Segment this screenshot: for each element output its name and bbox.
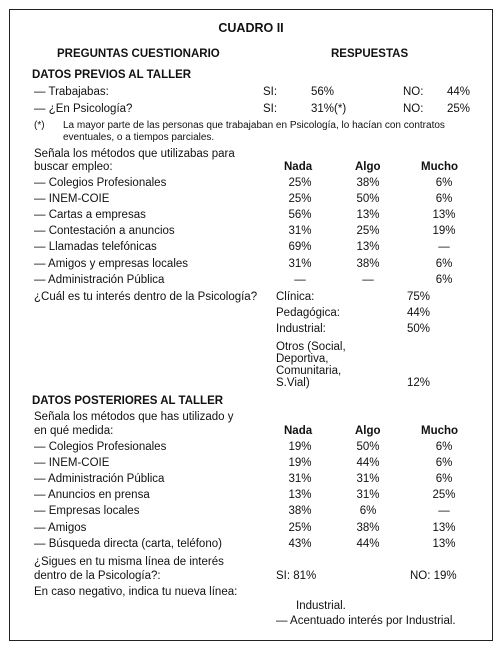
answer-si-value: 56% xyxy=(311,86,335,98)
method-algo: 50% xyxy=(356,441,380,453)
column-header-mucho: Mucho xyxy=(421,161,459,173)
header-questions: PREGUNTAS CUESTIONARIO xyxy=(57,48,220,60)
footnote-line-2: eventuales, o a tiempos parciales. xyxy=(63,132,215,143)
interest-question: ¿Cuál es tu interés dentro de la Psicología? xyxy=(34,291,258,303)
method-algo: 38% xyxy=(356,177,380,189)
method-mucho: — xyxy=(438,241,450,253)
interest-otros-value: 12% xyxy=(407,377,431,389)
method-nada: 25% xyxy=(288,177,312,189)
interest-otros-line-4: S.Vial) xyxy=(276,377,310,389)
method-nada: 19% xyxy=(288,457,312,469)
method-mucho: 6% xyxy=(435,274,453,286)
method-label: — Anuncios en prensa xyxy=(34,489,150,501)
footnote-line-1: La mayor parte de las personas que trabajaban en Psicología, lo hacían con contratos xyxy=(63,120,445,131)
negative-question: En caso negativo, indica tu nueva línea: xyxy=(34,586,238,598)
method-nada: 69% xyxy=(288,241,312,253)
methods-question-line-1: Señala los métodos que utilizabas para xyxy=(34,148,235,160)
answer-no-label: NO: xyxy=(403,86,424,98)
method-label: — Colegios Profesionales xyxy=(34,441,167,453)
interest-otros-line-2: Deportiva, xyxy=(276,353,329,365)
method-label: — Amigos xyxy=(34,522,87,534)
method-nada: 25% xyxy=(288,522,312,534)
same-line-question-2: dentro de la Psicología?: xyxy=(34,570,161,582)
section-heading-posteriores: DATOS POSTERIORES AL TALLER xyxy=(32,395,224,407)
method-mucho: 25% xyxy=(432,489,456,501)
method-nada: 31% xyxy=(288,258,312,270)
column-header-nada: Nada xyxy=(284,425,313,437)
method-nada: 19% xyxy=(288,441,312,453)
method-label: — Llamadas telefónicas xyxy=(34,241,157,253)
column-header-nada: Nada xyxy=(284,161,313,173)
column-header-algo: Algo xyxy=(355,161,381,173)
method-nada: 13% xyxy=(288,489,312,501)
method-mucho: 13% xyxy=(432,522,456,534)
method-algo: 13% xyxy=(356,209,380,221)
answer-no-label: NO: xyxy=(403,103,424,115)
method-algo: 6% xyxy=(359,505,377,517)
method-mucho: 6% xyxy=(435,193,453,205)
methods-question-line-2: buscar empleo: xyxy=(34,161,113,173)
method-algo: 44% xyxy=(356,538,380,550)
method-nada: 31% xyxy=(288,225,312,237)
interest-otros-line-1: Otros (Social, xyxy=(276,341,346,353)
method-nada: 43% xyxy=(288,538,312,550)
interest-clinica-value: 75% xyxy=(407,291,431,303)
method-mucho: 19% xyxy=(432,225,456,237)
method-label: — INEM-COIE xyxy=(34,193,110,205)
method-nada: 31% xyxy=(288,473,312,485)
table-title: CUADRO II xyxy=(218,21,284,35)
question-en-psicologia: — ¿En Psicología? xyxy=(34,103,133,115)
column-header-mucho: Mucho xyxy=(421,425,459,437)
method-mucho: 6% xyxy=(435,258,453,270)
answer-si-label: SI: xyxy=(263,103,278,115)
method-nada: 25% xyxy=(288,193,312,205)
method-mucho: 6% xyxy=(435,441,453,453)
method-label: — Amigos y empresas locales xyxy=(34,258,189,270)
answer-si-value: 31%(*) xyxy=(311,103,347,115)
interest-industrial-value: 50% xyxy=(407,323,431,335)
interest-clinica-label: Clínica: xyxy=(276,291,315,303)
method-label: — INEM-COIE xyxy=(34,457,110,469)
method-label: — Colegios Profesionales xyxy=(34,177,167,189)
column-header-algo: Algo xyxy=(355,425,381,437)
method-algo: 31% xyxy=(356,489,380,501)
interest-otros-line-3: Comunitaria, xyxy=(276,365,342,377)
method-label: — Cartas a empresas xyxy=(34,209,146,221)
method-label: — Búsqueda directa (carta, teléfono) xyxy=(34,538,222,550)
method-label: — Empresas locales xyxy=(34,505,140,517)
method-algo: 50% xyxy=(356,193,380,205)
interest-pedagogica-value: 44% xyxy=(407,307,431,319)
method-algo: 38% xyxy=(356,522,380,534)
negative-answer-1: Industrial. xyxy=(296,600,346,612)
method-mucho: 13% xyxy=(432,209,456,221)
method-algo: 31% xyxy=(356,473,380,485)
method-algo: 13% xyxy=(356,241,380,253)
negative-answer-2: — Acentuado interés por Industrial. xyxy=(276,615,456,627)
same-line-question-1: ¿Sigues en tu misma línea de interés xyxy=(34,556,224,568)
method-nada: 56% xyxy=(288,209,312,221)
method-algo: 25% xyxy=(356,225,380,237)
method-mucho: 6% xyxy=(435,457,453,469)
question-trabajabas: — Trabajabas: xyxy=(34,86,109,98)
method-label: — Administración Pública xyxy=(34,473,165,485)
answer-no-value: 25% xyxy=(446,103,470,115)
interest-industrial-label: Industrial: xyxy=(276,323,326,335)
section-heading-previos: DATOS PREVIOS AL TALLER xyxy=(32,69,192,81)
method-mucho: 13% xyxy=(432,538,456,550)
same-line-no: NO: 19% xyxy=(410,570,457,582)
same-line-si: SI: 81% xyxy=(276,570,317,582)
answer-si-label: SI: xyxy=(263,86,278,98)
method-algo: 44% xyxy=(356,457,380,469)
interest-pedagogica-label: Pedagógica: xyxy=(276,307,340,319)
methods-question-line-2: en qué medida: xyxy=(34,425,114,437)
method-nada: 38% xyxy=(288,505,312,517)
footnote-marker: (*) xyxy=(34,120,45,131)
method-algo: 38% xyxy=(356,258,380,270)
methods-question-line-1: Señala los métodos que has utilizado y xyxy=(34,411,234,423)
header-answers: RESPUESTAS xyxy=(331,48,409,60)
answer-no-value: 44% xyxy=(446,86,470,98)
method-algo: — xyxy=(362,274,374,286)
method-mucho: — xyxy=(438,505,450,517)
method-label: — Administración Pública xyxy=(34,274,165,286)
method-mucho: 6% xyxy=(435,473,453,485)
method-nada: — xyxy=(294,274,306,286)
method-label: — Contestación a anuncios xyxy=(34,225,175,237)
method-mucho: 6% xyxy=(435,177,453,189)
